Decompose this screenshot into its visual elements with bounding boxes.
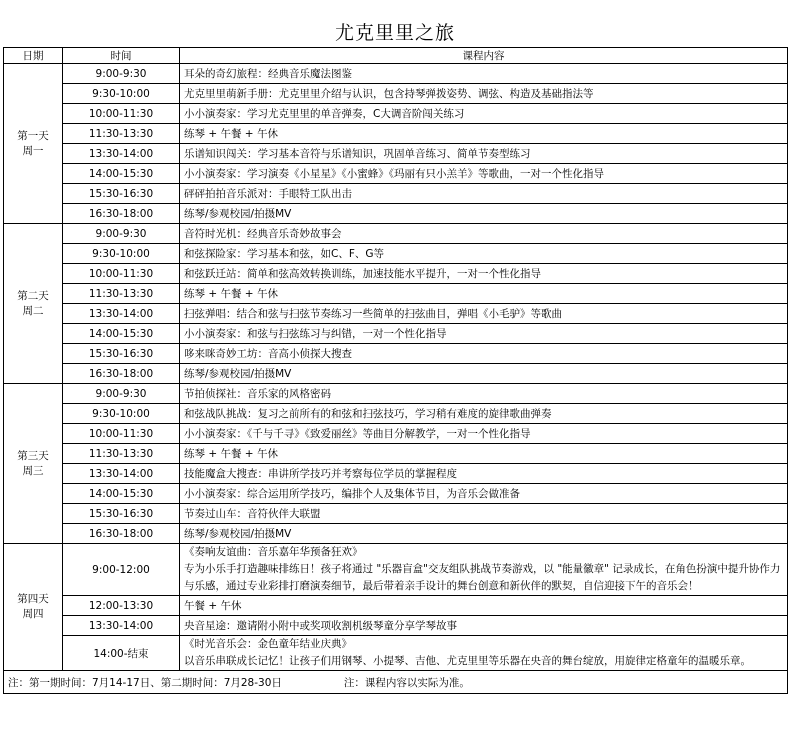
day-cell (4, 544, 63, 671)
table-row (4, 364, 788, 384)
time-cell: 13:30-14:00 (63, 464, 180, 484)
content-cell: 哆来咪奇妙工坊：音高小侦探大搜查 (180, 344, 788, 364)
time-cell: 14:00-15:30 (63, 484, 180, 504)
table-row (4, 264, 788, 284)
day-label: 第二天 (17, 289, 49, 302)
time-cell: 15:30-16:30 (63, 184, 180, 204)
time-cell: 9:30-10:00 (63, 244, 180, 264)
page-title: 尤克里里之旅 (334, 22, 455, 44)
content-cell: 节拍侦探社：音乐家的风格密码 (180, 384, 788, 404)
time-cell: 9:00-12:00 (63, 544, 180, 596)
content-cell: 午餐 + 午休 (180, 596, 788, 616)
footer-dates: 注：第一期时间：7月14-17日、第二期时间：7月28-30日 (8, 676, 282, 689)
content-cell: 扫弦弹唱：结合和弦与扫弦节奏练习一些简单的扫弦曲目，弹唱《小毛驴》等歌曲 (180, 304, 788, 324)
header-row (4, 48, 788, 64)
schedule-table (3, 47, 788, 694)
time-cell: 9:00-9:30 (63, 64, 180, 84)
weekday-label: 周三 (22, 464, 44, 477)
header-time: 时间 (63, 48, 180, 64)
table-row (4, 524, 788, 544)
footer-row (4, 671, 788, 694)
table-row (4, 636, 788, 671)
day-label: 第一天 (17, 129, 49, 142)
content-cell: 和弦战队挑战：复习之前所有的和弦和扫弦技巧，学习稍有难度的旋律歌曲弹奏 (180, 404, 788, 424)
event-description: 以音乐串联成长记忆！让孩子们用钢琴、小提琴、吉他、尤克里里等乐器在央音的舞台绽放，用旋律定格童年的温暖乐章。 (184, 655, 751, 667)
time-cell: 13:30-14:00 (63, 144, 180, 164)
table-row (4, 104, 788, 124)
day-label: 第三天 (17, 449, 49, 462)
content-cell: 小小演奏家：学习演奏《小星星》《小蜜蜂》《玛丽有只小羔羊》等歌曲，一对一个性化指导 (180, 164, 788, 184)
content-cell: 小小演奏家：综合运用所学技巧，编排个人及集体节目，为音乐会做准备 (180, 484, 788, 504)
content-cell: 和弦探险家：学习基本和弦，如C、F、G等 (180, 244, 788, 264)
footer-disclaimer: 注：课程内容以实际为准。 (343, 676, 470, 689)
content-cell: 乐谱知识闯关：学习基本音符与乐谱知识，巩固单音练习、简单节奏型练习 (180, 144, 788, 164)
content-cell (180, 544, 788, 596)
event-description: 专为小乐手打造趣味排练日！孩子将通过 "乐器盲盒"交友组队挑战节奏游戏，以 "能量徽章" 记录成长，在角色扮演中提升协作力与乐感，通过专业彩排打磨演奏细节，最后带着亲手设计的舞台创意和新伙伴的默契，自信迎接下午的音乐会！ (184, 563, 781, 592)
table-row (4, 384, 788, 404)
day-cell (4, 384, 63, 544)
table-row (4, 184, 788, 204)
time-cell: 15:30-16:30 (63, 504, 180, 524)
table-row (4, 544, 788, 596)
event-title: 《时光音乐会：金色童年结业庆典》 (184, 638, 352, 650)
table-row (4, 484, 788, 504)
table-row (4, 204, 788, 224)
time-cell: 12:00-13:30 (63, 596, 180, 616)
day-cell (4, 224, 63, 384)
day-cell (4, 64, 63, 224)
day-label: 第四天 (17, 593, 49, 605)
time-cell: 15:30-16:30 (63, 344, 180, 364)
time-cell: 16:30-18:00 (63, 524, 180, 544)
content-cell: 练琴 + 午餐 + 午休 (180, 284, 788, 304)
time-cell: 13:30-14:00 (63, 616, 180, 636)
table-row (4, 596, 788, 616)
table-row (4, 404, 788, 424)
table-row (4, 464, 788, 484)
table-row (4, 344, 788, 364)
table-row (4, 444, 788, 464)
header-content: 课程内容 (180, 48, 788, 64)
table-row (4, 164, 788, 184)
time-cell: 14:00-15:30 (63, 324, 180, 344)
content-cell: 尤克里里萌新手册：尤克里里介绍与认识，包含持琴弹拨姿势、调弦、构造及基础指法等 (180, 84, 788, 104)
time-cell: 11:30-13:30 (63, 124, 180, 144)
content-cell: 和弦跃迁站：简单和弦高效转换训练，加速技能水平提升，一对一个性化指导 (180, 264, 788, 284)
table-row (4, 284, 788, 304)
table-row (4, 304, 788, 324)
table-row (4, 124, 788, 144)
footer-note (4, 671, 788, 694)
table-row (4, 84, 788, 104)
content-cell: 小小演奏家：和弦与扫弦练习与纠错，一对一个性化指导 (180, 324, 788, 344)
time-cell: 16:30-18:00 (63, 204, 180, 224)
time-cell: 10:00-11:30 (63, 264, 180, 284)
content-cell: 练琴/参观校园/拍摄MV (180, 204, 788, 224)
time-cell: 14:00-15:30 (63, 164, 180, 184)
time-cell: 9:30-10:00 (63, 84, 180, 104)
table-row (4, 144, 788, 164)
time-cell: 10:00-11:30 (63, 104, 180, 124)
content-cell: 练琴/参观校园/拍摄MV (180, 524, 788, 544)
table-row (4, 244, 788, 264)
content-cell: 技能魔盒大搜查：串讲所学技巧并考察每位学员的掌握程度 (180, 464, 788, 484)
time-cell: 13:30-14:00 (63, 304, 180, 324)
weekday-label: 周四 (22, 608, 44, 620)
table-row (4, 424, 788, 444)
time-cell: 11:30-13:30 (63, 444, 180, 464)
time-cell: 10:00-11:30 (63, 424, 180, 444)
content-cell: 耳朵的奇幻旅程：经典音乐魔法图鉴 (180, 64, 788, 84)
header-day: 日期 (4, 48, 63, 64)
time-cell: 9:00-9:30 (63, 224, 180, 244)
time-cell: 9:30-10:00 (63, 404, 180, 424)
content-cell: 节奏过山车：音符伙伴大联盟 (180, 504, 788, 524)
time-cell: 16:30-18:00 (63, 364, 180, 384)
content-cell: 练琴 + 午餐 + 午休 (180, 124, 788, 144)
event-title: 《奏响友谊曲：音乐嘉年华预备狂欢》 (184, 546, 363, 558)
content-cell: 砰砰拍拍音乐派对：手眼特工队出击 (180, 184, 788, 204)
content-cell: 央音星途：邀请附小附中或奖项收割机级琴童分享学琴故事 (180, 616, 788, 636)
time-cell: 9:00-9:30 (63, 384, 180, 404)
content-cell: 小小演奏家：《千与千寻》《致爱丽丝》等曲目分解教学，一对一个性化指导 (180, 424, 788, 444)
content-cell: 音符时光机：经典音乐奇妙故事会 (180, 224, 788, 244)
schedule-body (4, 64, 788, 694)
weekday-label: 周一 (22, 144, 44, 157)
time-cell: 11:30-13:30 (63, 284, 180, 304)
content-cell: 练琴 + 午餐 + 午休 (180, 444, 788, 464)
table-row (4, 616, 788, 636)
table-row (4, 224, 788, 244)
weekday-label: 周二 (22, 304, 44, 317)
table-row (4, 504, 788, 524)
content-cell (180, 636, 788, 671)
content-cell: 小小演奏家：学习尤克里里的单音弹奏，C大调音阶闯关练习 (180, 104, 788, 124)
time-cell: 14:00-结束 (63, 636, 180, 671)
table-row (4, 324, 788, 344)
content-cell: 练琴/参观校园/拍摄MV (180, 364, 788, 384)
table-row (4, 64, 788, 84)
